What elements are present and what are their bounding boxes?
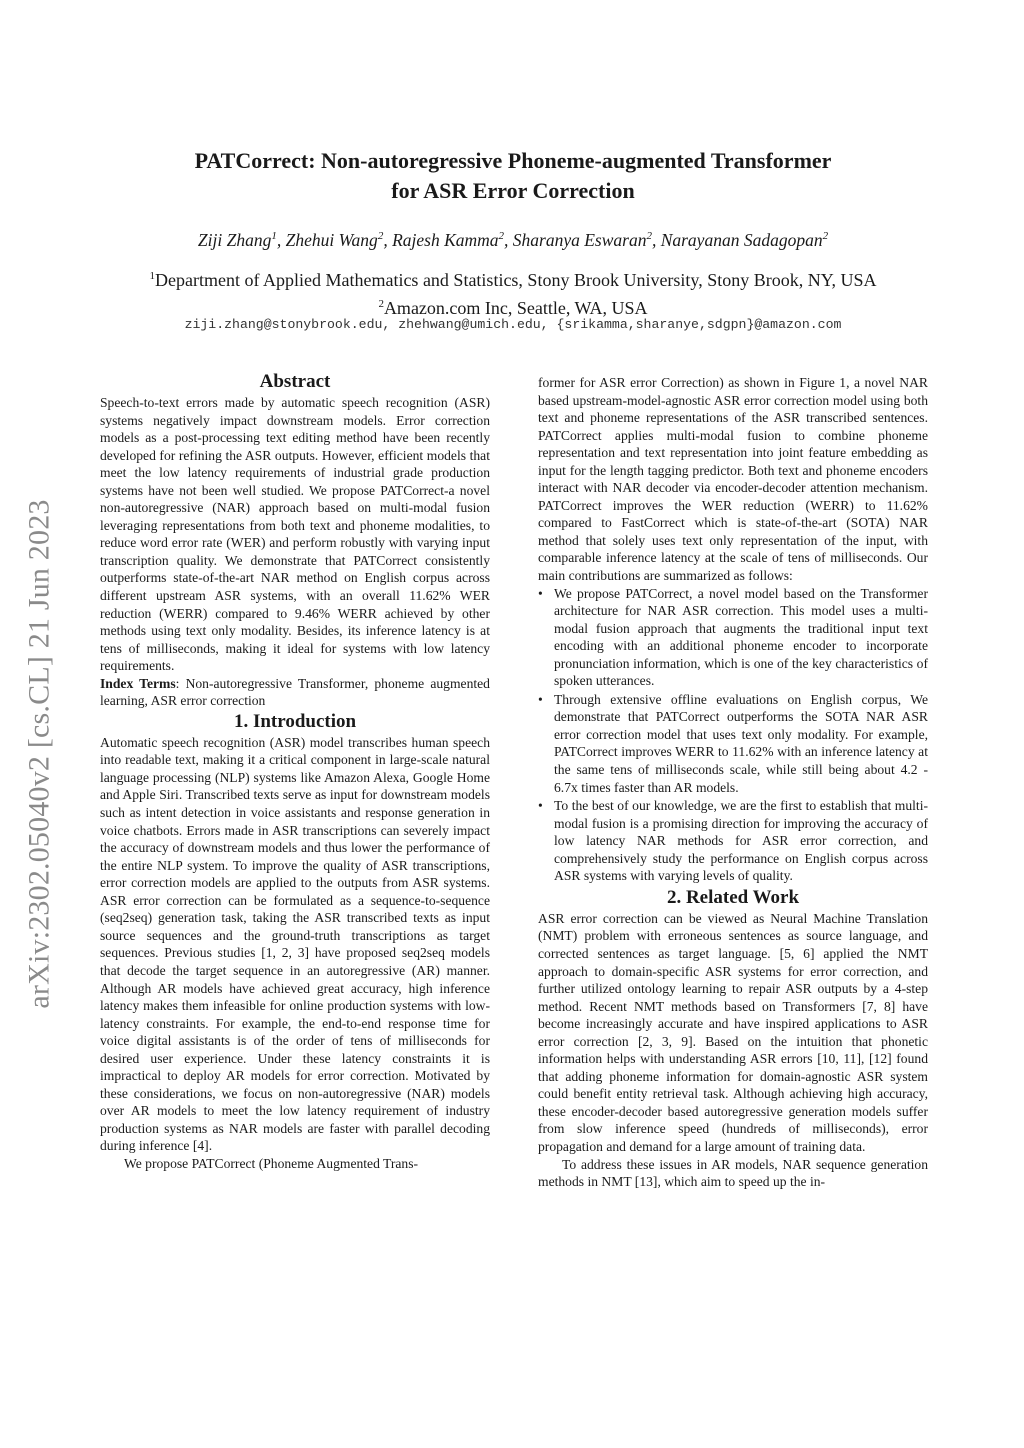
contribution-text: To the best of our knowledge, we are the first to establish that multi-modal fusion is a promising direction for improving the accuracy of low latency NAR methods for ASR error correction, and comprehensively study the performance on English corpus across ASR systems with varying levels of quality. [554,798,928,884]
introduction-paragraph-2-start: We propose PATCorrect (Phoneme Augmented Trans- [124,1155,419,1171]
affiliation-1 [100,264,926,292]
arxiv-identifier[interactable]: arXiv:2302.05040v2 [cs.CL] 21 Jun 2023 [23,499,57,1009]
affiliation-text: Department of Applied Mathematics and Statistics, Stony Brook University, Stony Brook, NY, USA [155,270,877,290]
left-column [100,370,490,1173]
bullet-icon: • [538,585,543,601]
author-name: Narayanan Sadagopan [660,229,823,250]
bullet-icon: • [538,798,543,814]
list-item [538,691,928,796]
abstract-heading: Abstract [259,371,331,392]
list-item [538,797,928,885]
author-affiliation-mark: 2 [646,230,652,242]
author-affiliation-mark: 2 [498,230,505,242]
introduction-paragraph-1: Automatic speech recognition (ASR) model transcribes human speech into readable text, making it a critical component in large-scale natural language processing (NLP) systems like Amazon Alexa, Google Home and Apple Siri. Transcribed texts serve as input for downstream models such as intent detection in voice assistants and response generation in voice chatbots. Errors made in ASR transcriptions can severely impact the accuracy of downstream models and thus lower the performance of the entire NLP system. To improve the quality of ASR transcriptions, error correction models are applied to the outputs from ASR systems. ASR error correction can be formulated as a sequence-to-sequence (seq2seq) generation task, taking the ASR transcribed texts as input source sequences and the ground-truth transcriptions as target sequences. Previous studies [1, 2, 3] have proposed seq2seq models that decode the target sequence in an autoregressive (AR) manner. Although AR models have achieved great accuracy, high inference latency makes them infeasible for online production systems with low-latency constraints. For example, the end-to-end response time for voice digital assistants is of the order of tens of milliseconds for desired user experience. Under these latency constraints it is impractical to deploy AR models for error correction. Motivated by these considerations, we focus on non-autoregressive (NAR) models over AR models to meet the low latency requirement of industry production systems as NAR models are faster with parallel decoding during inference [4]. [100,734,490,1154]
author-separator: , [276,229,286,250]
author-separator: , [651,229,661,250]
related-work-paragraph-2: To address these issues in AR models, NAR sequence generation methods in NMT [13], which aim to speed up the in- [538,1156,928,1190]
author-name: Sharanya Eswaran [512,229,647,250]
author-emails: ziji.zhang@stonybrook.edu, zhehwang@umich.edu, {srikamma,sharanye,sdgpn}@amazon.com [184,317,842,332]
author-affiliation-mark: 2 [822,230,829,242]
index-terms [100,675,490,710]
author-affiliation-mark: 1 [271,230,277,242]
author-list [100,224,926,252]
abstract-text: Speech-to-text errors made by automatic speech recognition (ASR) systems negatively impact downstream models. Error correction models as a post-processing text editing method have been recently developed for refining the ASR outputs. However, efficient models that meet the low latency requirements of industrial grade production systems have not been well studied. We propose PATCorrect-a novel non-autoregressive (NAR) approach based on multi-modal fusion leveraging representations from both text and phoneme modalities, to reduce word error rate (WER) and perform robustly with varying input transcription quality. We demonstrate that PATCorrect consistently outperforms state-of-the-art NAR method on English corpus across different upstream ASR systems, with an overall 11.62% WER reduction (WERR) compared to 9.46% WERR achieved by other methods using text only modality. Besides, its inference latency is at tens of milliseconds, making it ideal for systems with low latency requirements. [100,395,490,674]
author-name: Ziji Zhang [197,229,272,250]
list-item [538,585,928,690]
affiliation-text: Amazon.com Inc, Seattle, WA, USA [383,298,648,318]
affiliation-mark: 1 [149,270,156,282]
title-line-2: for ASR Error Correction [391,178,635,203]
introduction-paragraph-2-continued: former for ASR error Correction) as shown in Figure 1, a novel NAR based upstream-model-agnostic ASR error correction model using both text and phoneme representations of the ASR transcribed sentences. PATCorrect applies multi-modal fusion to combine phoneme representation and text representation into joint feature embedding as input for the length tagging predictor. Both text and phoneme encoders interact with NAR decoder via encoder-decoder attention mechanism. PATCorrect improves the WER reduction (WERR) to 11.62% compared to FastCorrect which is state-of-the-art (SOTA) NAR method that solely uses text only representation of the input, with comparable inference latency at the scale of tens of milliseconds. Our main contributions are summarized as follows: [538,375,928,584]
right-column [538,374,928,1191]
affiliations [100,264,926,320]
introduction-heading: 1. Introduction [233,710,357,732]
author-affiliation-mark: 2 [377,230,384,242]
paper-title [100,146,926,206]
contribution-text: Through extensive offline evaluations on English corpus, We demonstrate that PATCorrect outperforms the SOTA NAR ASR error correction model that uses text only modality. For example, PATCorrect improves WERR to 11.62% with an inference latency at the same tens of milliseconds scale, while still being about 4.2 - 6.7x times faster than AR models. [554,691,928,795]
index-terms-text: : Non-autoregressive Transformer, phoneme augmented learning, ASR error correction [100,675,490,709]
author-name: Zhehui Wang [285,229,378,250]
contributions-list [538,585,928,885]
related-work-paragraph-1: ASR error correction can be viewed as Neural Machine Translation (NMT) problem with erroneous sentences as source language, and corrected sentences as target language. [5, 6] applied the NMT approach to domain-specific ASR systems for error correction, and further utilized ontology learning to repair ASR outputs by a 4-step method. Recent NMT methods based on Transformers [7, 8] have become increasingly accurate and have inspired applications to ASR error correction [2, 3, 9]. Based on the intuition that phonetic information helps with understanding ASR errors [10, 11], [12] found that adding phoneme information for domain-agnostic ASR system could benefit entity retrieval task. Although achieving high accuracy, these encoder-decoder based autoregressive generation models suffer from slow inference speed (hundreds of milliseconds), error propagation and demand for a large amount of training data. [538,910,928,1154]
author-separator: , [383,229,393,250]
affiliation-mark: 2 [378,298,384,310]
bullet-icon: • [538,691,543,707]
author-name: Rajesh Kamma [392,229,499,250]
title-line-1: PATCorrect: Non-autoregressive Phoneme-augmented Transformer [194,148,832,173]
index-terms-label: Index Terms [100,675,176,691]
arxiv-side-stamp [12,458,68,1050]
author-separator: , [504,229,513,250]
contribution-text: We propose PATCorrect, a novel model based on the Transformer architecture for NAR ASR correction. This model uses a multi-modal fusion approach that augments the traditional input text encoding with an additional phoneme encoder to incorporate pronunciation information, which is one of the key characteristics of spoken utterances. [554,585,928,689]
related-work-heading: 2. Related Work [666,886,800,908]
